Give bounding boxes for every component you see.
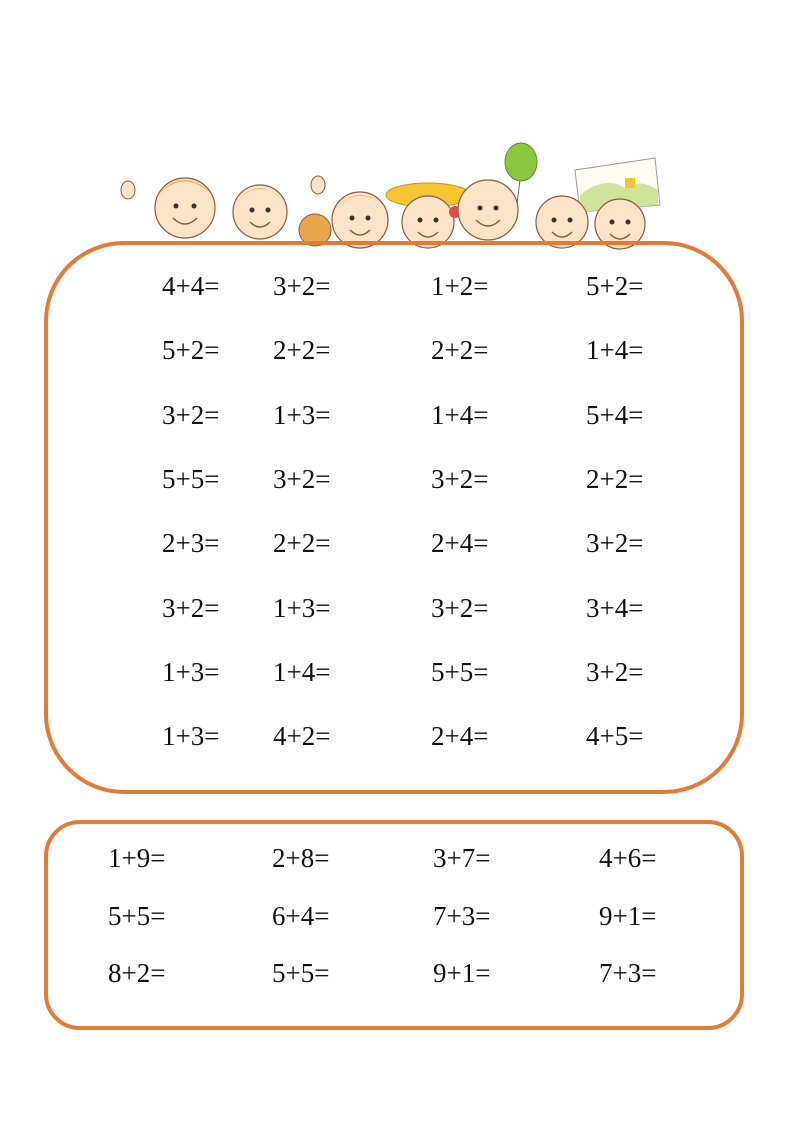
math-problem: 3+4=	[586, 592, 644, 623]
math-problem: 5+5=	[108, 900, 166, 931]
math-problem: 2+4=	[431, 528, 489, 559]
math-problem: 3+2=	[162, 592, 220, 623]
math-problem: 3+2=	[586, 656, 644, 687]
math-problem: 1+3=	[162, 656, 220, 687]
math-problem: 9+1=	[433, 958, 491, 988]
math-problem: 4+6=	[599, 843, 657, 873]
math-problem: 1+4=	[586, 335, 644, 366]
math-problem: 2+3=	[162, 528, 220, 559]
math-problem: 5+5=	[431, 656, 489, 687]
math-problem: 9+1=	[599, 900, 657, 931]
math-problem: 6+4=	[272, 900, 330, 931]
math-problem: 1+4=	[431, 399, 489, 430]
math-problem: 2+2=	[273, 528, 331, 559]
math-problem: 3+2=	[273, 463, 331, 494]
math-problem: 3+2=	[273, 271, 331, 301]
math-problem: 1+4=	[273, 656, 331, 687]
math-problem: 2+2=	[273, 335, 331, 366]
math-problem: 3+2=	[431, 463, 489, 494]
math-problem: 3+2=	[162, 399, 220, 430]
math-problem: 5+5=	[272, 958, 330, 988]
math-problem: 4+5=	[586, 721, 644, 752]
math-problem: 3+2=	[586, 528, 644, 559]
math-problem: 1+3=	[162, 721, 220, 752]
math-problem: 8+2=	[108, 958, 166, 988]
math-problem: 5+2=	[586, 271, 644, 301]
math-problem: 1+3=	[273, 399, 331, 430]
math-problem: 1+9=	[108, 843, 166, 873]
math-problem: 2+8=	[272, 843, 330, 873]
math-problem: 4+2=	[273, 721, 331, 752]
math-problem: 2+2=	[586, 463, 644, 494]
math-problem: 2+4=	[431, 721, 489, 752]
math-problem: 2+2=	[431, 335, 489, 366]
math-problem: 5+2=	[162, 335, 220, 366]
math-problem: 4+4=	[162, 271, 220, 301]
math-problem: 5+4=	[586, 399, 644, 430]
math-problem: 3+7=	[433, 843, 491, 873]
math-problem: 1+2=	[431, 271, 489, 301]
math-problem: 7+3=	[599, 958, 657, 988]
math-problem: 3+2=	[431, 592, 489, 623]
math-problem: 5+5=	[162, 463, 220, 494]
math-problem: 7+3=	[433, 900, 491, 931]
math-problem: 1+3=	[273, 592, 331, 623]
